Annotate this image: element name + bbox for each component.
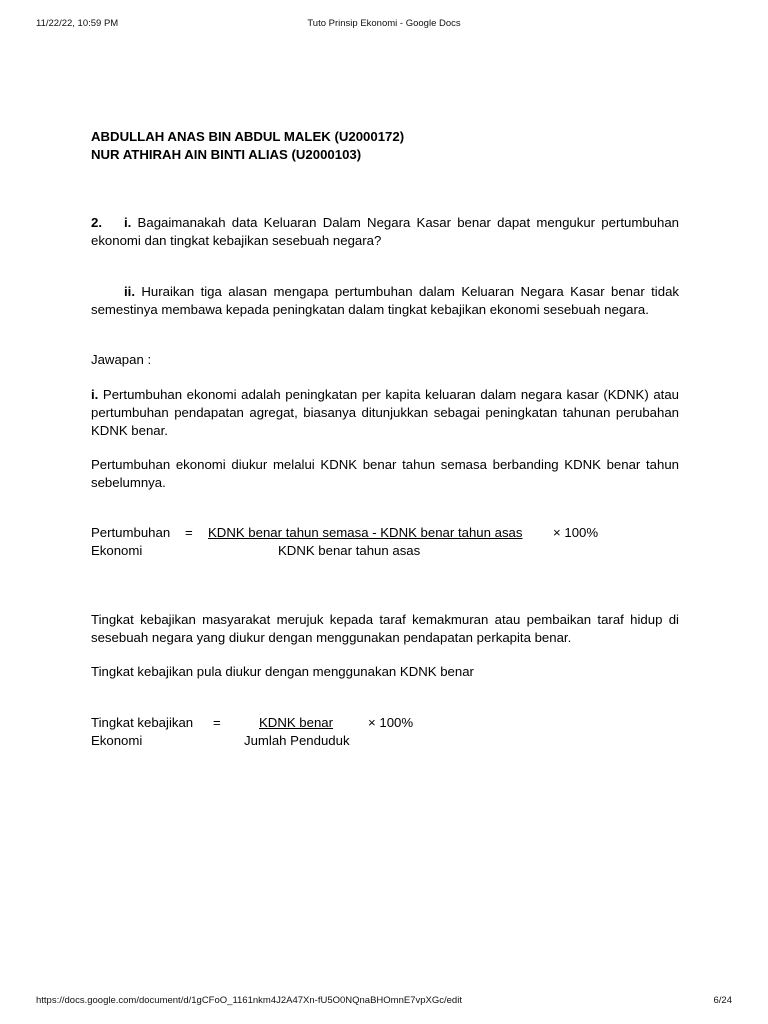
formula-lhs-line1: Pertumbuhan — [91, 525, 171, 540]
formula-numerator: KDNK benar tahun semasa - KDNK benar tahun asas — [208, 525, 523, 540]
document-url: https://docs.google.com/document/d/1gCFoO_1161nkm4J2A47Xn-fU5O0NQnaBHOmnE7vpXGc/edit — [36, 995, 462, 1006]
formula-equals: = — [185, 525, 193, 540]
formula-multiplier: × 100% — [553, 525, 599, 540]
answer-i-label: i. — [91, 387, 99, 402]
question-part-ii-text: Huraikan tiga alasan mengapa pertumbuhan dalam Keluaran Negara Kasar benar tidak semestinya membawa kepada peningkatan dalam tingkat kebajikan ekonomi sesebuah negara. — [91, 284, 679, 317]
question-part-ii-label: ii. — [124, 284, 135, 299]
formula-denominator: KDNK benar tahun asas — [278, 543, 421, 558]
author-list — [91, 128, 404, 164]
formula-lhs-line1: Tingkat kebajikan — [91, 715, 194, 730]
question-part-i-label: i. — [124, 215, 132, 230]
formula-lhs-line2: Ekonomi — [91, 543, 143, 558]
author-name: NUR ATHIRAH AIN BINTI ALIAS (U2000103) — [91, 147, 362, 162]
formula-equals: = — [213, 715, 221, 730]
page-number: 6/24 — [713, 995, 732, 1006]
answer-i-paragraph — [91, 386, 679, 440]
formula-numerator: KDNK benar — [259, 715, 334, 730]
answer-paragraph-welfare-measure: Tingkat kebajikan pula diukur dengan menggunakan KDNK benar — [91, 664, 474, 679]
formula-denominator: Jumlah Penduduk — [244, 733, 350, 748]
answer-paragraph-growth: Pertumbuhan ekonomi diukur melalui KDNK benar tahun semasa berbanding KDNK benar tahun sebelumnya. — [91, 457, 679, 490]
print-datetime: 11/22/22, 10:59 PM — [36, 18, 119, 29]
answer-heading: Jawapan : — [91, 352, 152, 367]
growth-formula — [91, 524, 679, 564]
question-number: 2. — [91, 215, 102, 230]
formula-multiplier: × 100% — [368, 715, 414, 730]
answer-paragraph-welfare: Tingkat kebajikan masyarakat merujuk kepada taraf kemakmuran atau pembaikan taraf hidup di sesebuah negara yang diukur dengan menggunakan pendapatan perkapita benar. — [91, 612, 679, 645]
answer-i-text: Pertumbuhan ekonomi adalah peningkatan per kapita keluaran dalam negara kasar (KDNK) atau pertumbuhan pendapatan agregat, biasanya ditunjukkan sebagai peningkatan tahunan perubahan KDNK benar. — [91, 387, 679, 438]
author-name: ABDULLAH ANAS BIN ABDUL MALEK (U2000172) — [91, 129, 405, 144]
question-part-i — [91, 214, 679, 250]
welfare-formula — [91, 714, 679, 754]
question-part-i-text: Bagaimanakah data Keluaran Dalam Negara Kasar benar dapat mengukur pertumbuhan ekonomi dan tingkat kebajikan sesebuah negara? — [91, 215, 679, 248]
document-title: Tuto Prinsip Ekonomi - Google Docs — [307, 18, 461, 29]
question-part-ii — [91, 283, 679, 319]
formula-lhs-line2: Ekonomi — [91, 733, 143, 748]
